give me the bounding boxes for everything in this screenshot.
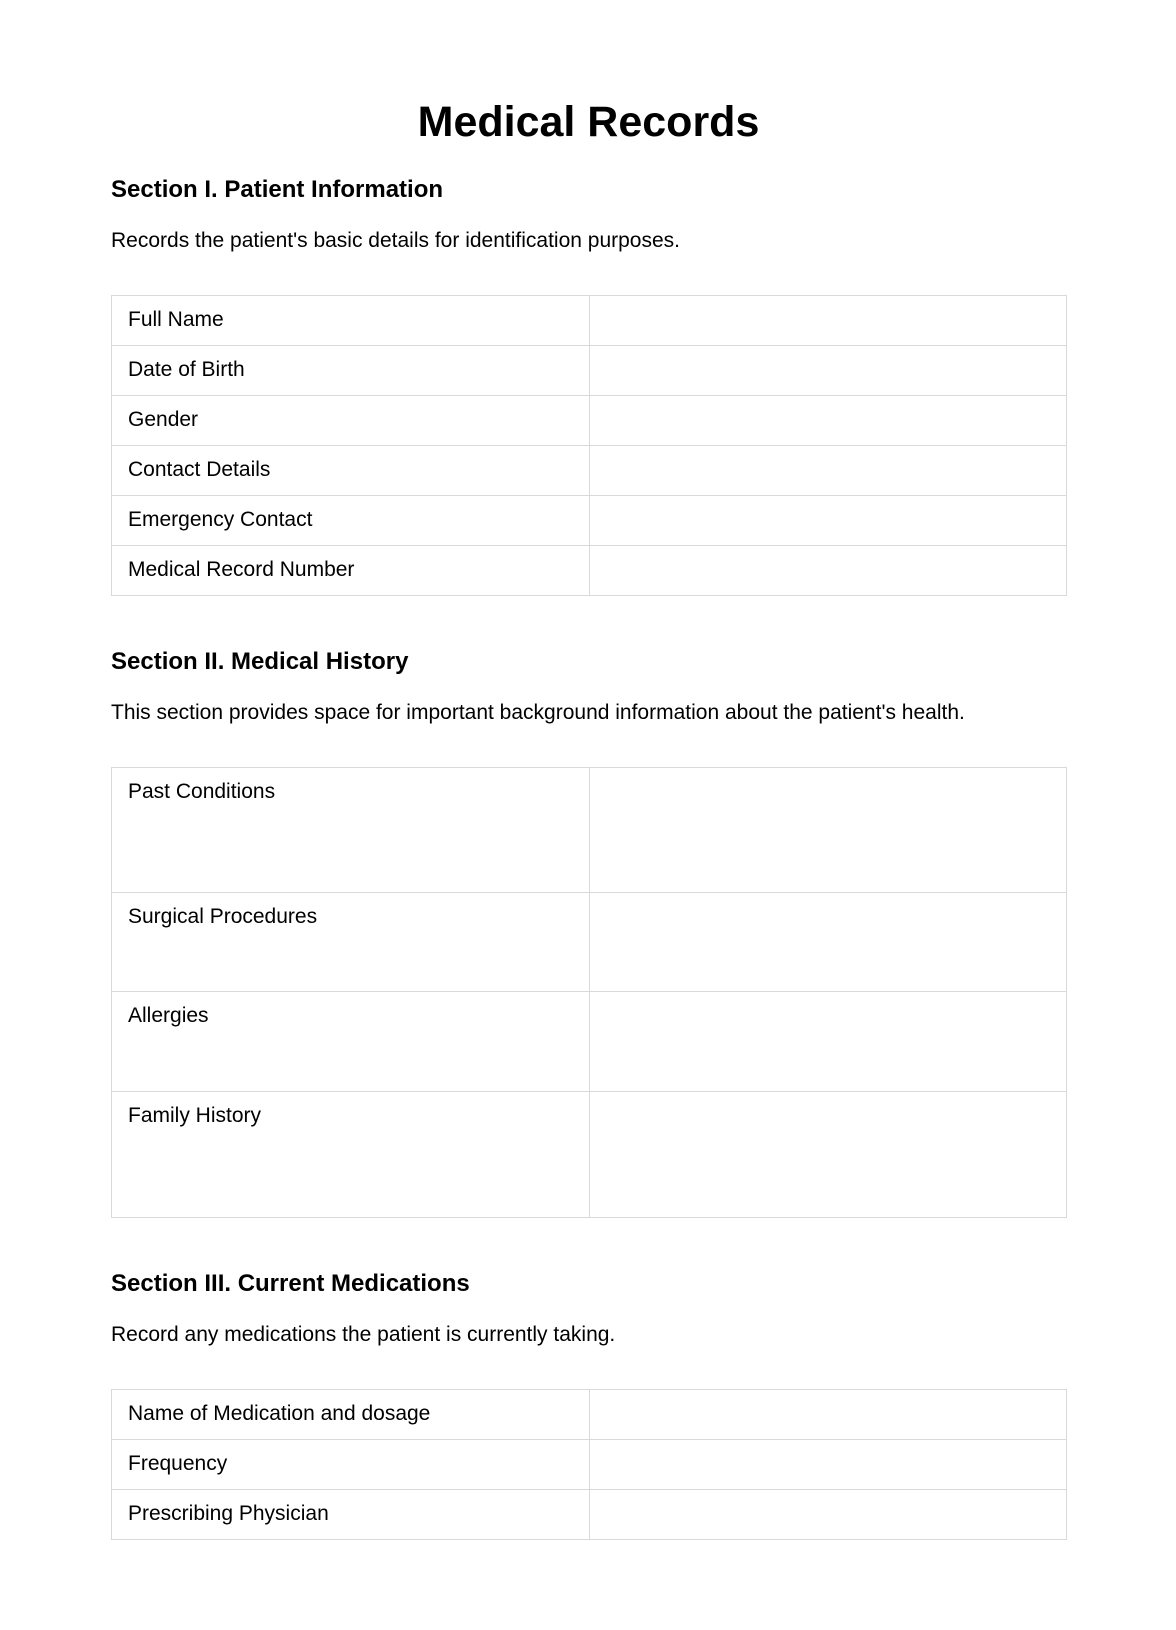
field-label-date-of-birth: Date of Birth bbox=[112, 346, 590, 396]
field-label-gender: Gender bbox=[112, 396, 590, 446]
table-row bbox=[112, 296, 1067, 346]
field-label-contact-details: Contact Details bbox=[112, 446, 590, 496]
field-value-full-name[interactable] bbox=[590, 296, 1067, 346]
field-value-contact-details[interactable] bbox=[590, 446, 1067, 496]
field-label-family-history: Family History bbox=[112, 1092, 590, 1218]
medical-history-table bbox=[111, 767, 1067, 1218]
field-label-medical-record-number: Medical Record Number bbox=[112, 546, 590, 596]
field-label-surgical-procedures: Surgical Procedures bbox=[112, 893, 590, 992]
field-value-date-of-birth[interactable] bbox=[590, 346, 1067, 396]
field-value-medication-and-dosage[interactable] bbox=[590, 1390, 1067, 1440]
field-value-prescribing-physician[interactable] bbox=[590, 1490, 1067, 1540]
section-description: Record any medications the patient is currently taking. bbox=[111, 1323, 616, 1346]
field-label-medication-and-dosage: Name of Medication and dosage bbox=[112, 1390, 590, 1440]
section-patient-information bbox=[111, 175, 1066, 596]
section-description: Records the patient's basic details for identification purposes. bbox=[111, 229, 680, 252]
section-description: This section provides space for important background information about the patient's health. bbox=[111, 701, 965, 724]
table-row bbox=[112, 992, 1067, 1092]
section-heading: Section II. Medical History bbox=[111, 648, 409, 675]
field-label-full-name: Full Name bbox=[112, 296, 590, 346]
table-row bbox=[112, 1490, 1067, 1540]
field-value-surgical-procedures[interactable] bbox=[590, 893, 1067, 992]
current-medications-table bbox=[111, 1389, 1067, 1540]
section-heading: Section I. Patient Information bbox=[111, 176, 444, 203]
section-heading: Section III. Current Medications bbox=[111, 1270, 470, 1297]
field-label-past-conditions: Past Conditions bbox=[112, 768, 590, 893]
table-row bbox=[112, 396, 1067, 446]
page-title: Medical Records bbox=[417, 98, 760, 146]
section-medical-history bbox=[111, 647, 1066, 1218]
field-value-medical-record-number[interactable] bbox=[590, 546, 1067, 596]
table-row bbox=[112, 496, 1067, 546]
table-row bbox=[112, 546, 1067, 596]
table-row bbox=[112, 893, 1067, 992]
field-value-allergies[interactable] bbox=[590, 992, 1067, 1092]
table-row bbox=[112, 446, 1067, 496]
table-row bbox=[112, 768, 1067, 893]
field-label-allergies: Allergies bbox=[112, 992, 590, 1092]
patient-information-table bbox=[111, 295, 1067, 596]
field-label-prescribing-physician: Prescribing Physician bbox=[112, 1490, 590, 1540]
field-value-frequency[interactable] bbox=[590, 1440, 1067, 1490]
field-value-past-conditions[interactable] bbox=[590, 768, 1067, 893]
table-row bbox=[112, 346, 1067, 396]
field-value-gender[interactable] bbox=[590, 396, 1067, 446]
section-current-medications bbox=[111, 1269, 1066, 1540]
table-row bbox=[112, 1092, 1067, 1218]
table-row bbox=[112, 1440, 1067, 1490]
field-value-emergency-contact[interactable] bbox=[590, 496, 1067, 546]
field-label-emergency-contact: Emergency Contact bbox=[112, 496, 590, 546]
field-label-frequency: Frequency bbox=[112, 1440, 590, 1490]
field-value-family-history[interactable] bbox=[590, 1092, 1067, 1218]
table-row bbox=[112, 1390, 1067, 1440]
